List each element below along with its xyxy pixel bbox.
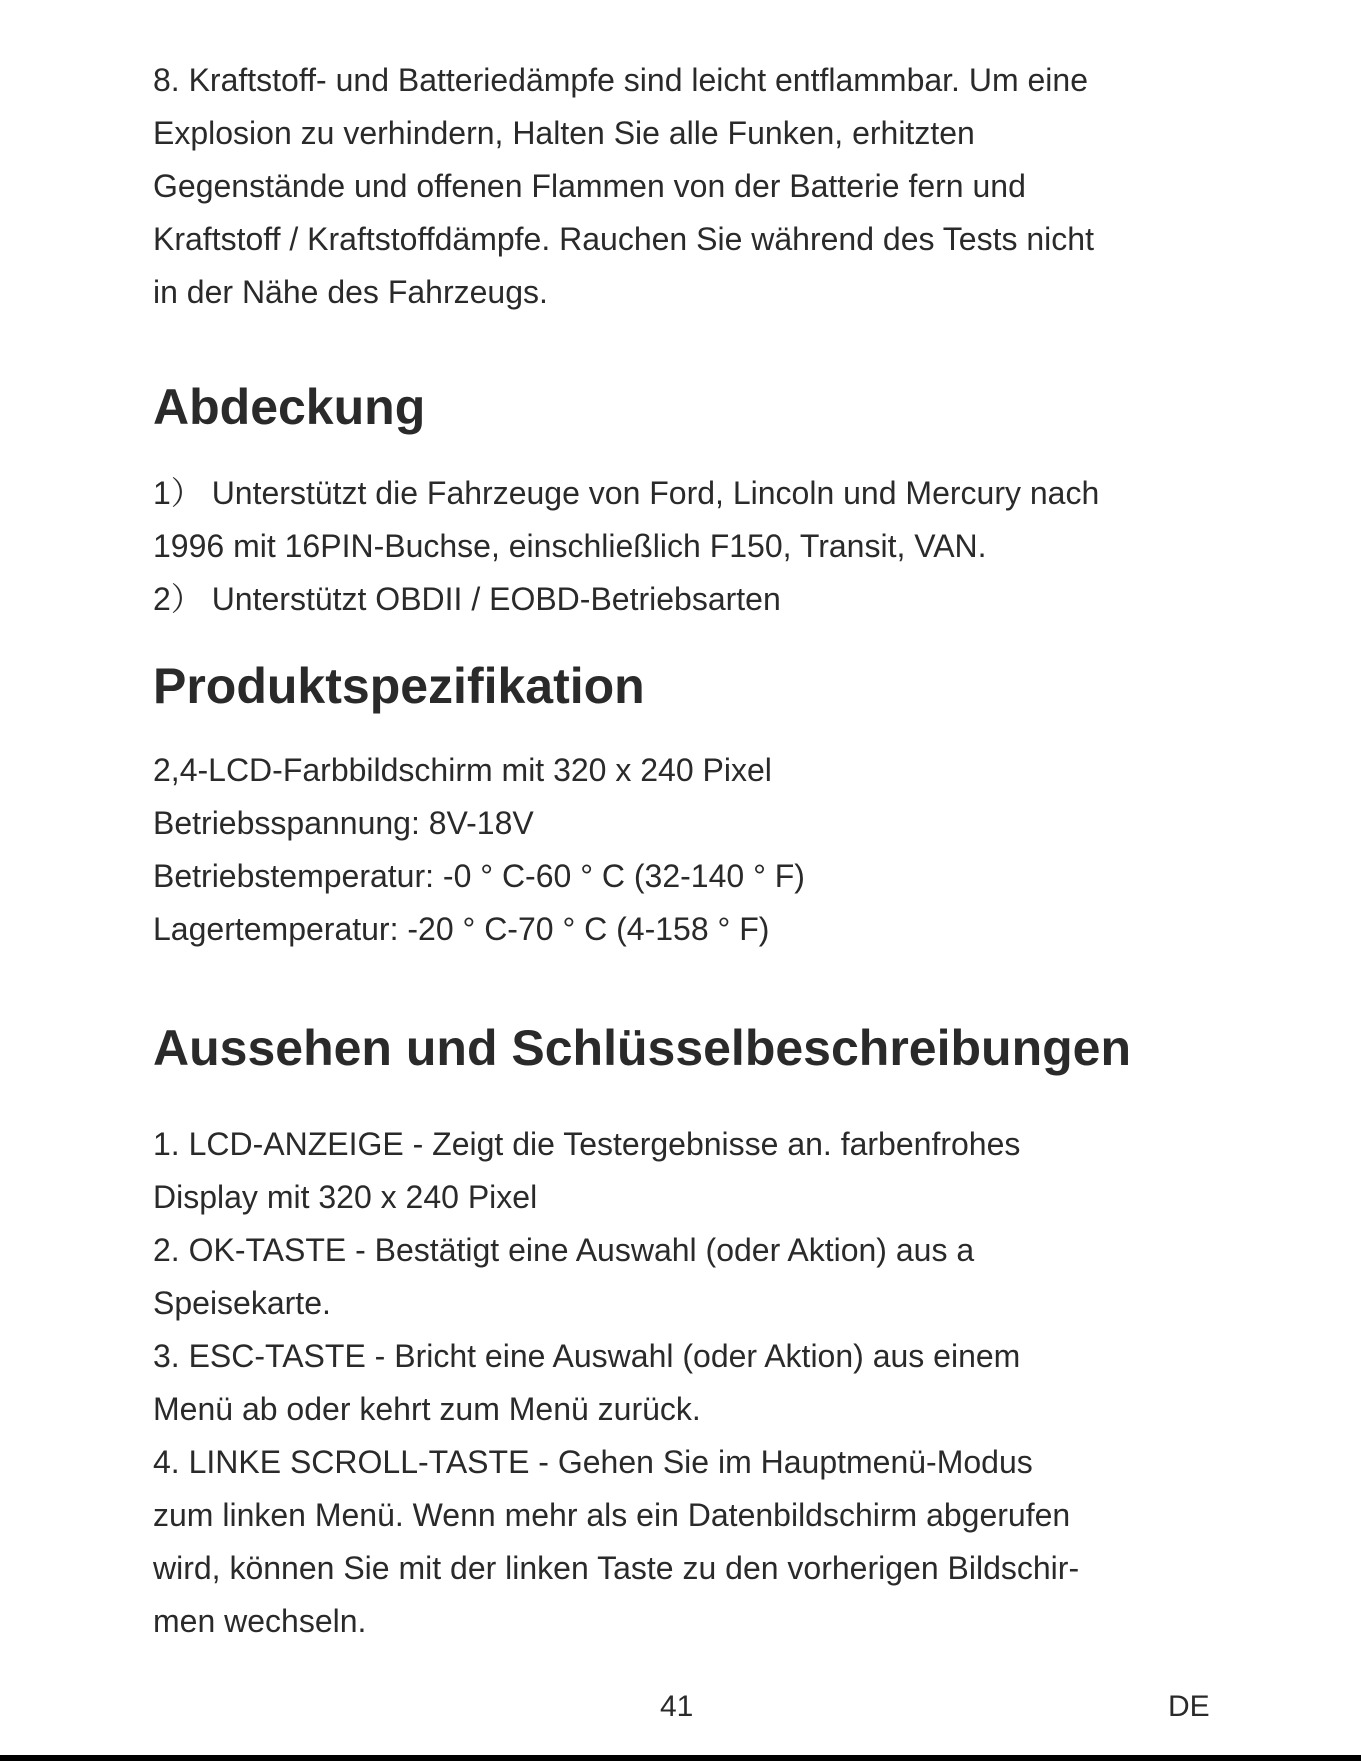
text-line: Menü ab oder kehrt zum Menü zurück. [153,1391,701,1427]
bottom-edge-rule [0,1755,1361,1761]
key-description-list [153,1118,1233,1648]
text-line: 3. ESC-TASTE - Bricht eine Auswahl (oder Aktion) aus einem [153,1338,1021,1374]
safety-note-paragraph [153,54,1233,319]
spec-line: Betriebsspannung: 8V-18V [153,805,534,841]
list-item: 1） Unterstützt die Fahrzeuge von Ford, Lincoln und Mercury nach [153,475,1100,511]
spec-list [153,744,1233,956]
text-line: Kraftstoff / Kraftstoffdämpfe. Rauchen Sie während des Tests nicht [153,221,1094,257]
text-line: zum linken Menü. Wenn mehr als ein Datenbildschirm abgerufen [153,1497,1071,1533]
list-item-continuation: 1996 mit 16PIN-Buchse, einschließlich F150, Transit, VAN. [153,528,987,564]
text-line: Speisekarte. [153,1285,331,1321]
text-line: 8. Kraftstoff- und Batteriedämpfe sind leicht entflammbar. Um eine [153,62,1088,98]
text-line: wird, können Sie mit der linken Taste zu den vorherigen Bildschir- [153,1550,1080,1586]
text-line: 4. LINKE SCROLL-TASTE - Gehen Sie im Hauptmenü-Modus [153,1444,1033,1480]
text-line: Explosion zu verhindern, Halten Sie alle Funken, erhitzten [153,115,975,151]
abdeckung-list [153,467,1233,626]
text-line: 2. OK-TASTE - Bestätigt eine Auswahl (oder Aktion) aus a [153,1232,975,1268]
text-line: Gegenstände und offenen Flammen von der Batterie fern und [153,168,1026,204]
list-item: 2） Unterstützt OBDII / EOBD-Betriebsarten [153,581,781,617]
section-heading-aussehen: Aussehen und Schlüsselbeschreibungen [153,1020,1132,1076]
section-heading-produktspezifikation: Produktspezifikation [153,658,645,714]
language-code: DE [1168,1690,1210,1723]
page-number: 41 [660,1690,694,1723]
spec-line: Lagertemperatur: -20 ° C-70 ° C (4-158 ° F) [153,911,770,947]
text-line: in der Nähe des Fahrzeugs. [153,274,548,310]
text-line: 1. LCD-ANZEIGE - Zeigt die Testergebnisse an. farbenfrohes [153,1126,1021,1162]
page-content [153,54,1233,1648]
text-line: Display mit 320 x 240 Pixel [153,1179,538,1215]
text-line: men wechseln. [153,1603,367,1639]
section-heading-abdeckung: Abdeckung [153,379,426,435]
spec-line: Betriebstemperatur: -0 ° C-60 ° C (32-140 ° F) [153,858,805,894]
spec-line: 2,4-LCD-Farbbildschirm mit 320 x 240 Pixel [153,752,772,788]
